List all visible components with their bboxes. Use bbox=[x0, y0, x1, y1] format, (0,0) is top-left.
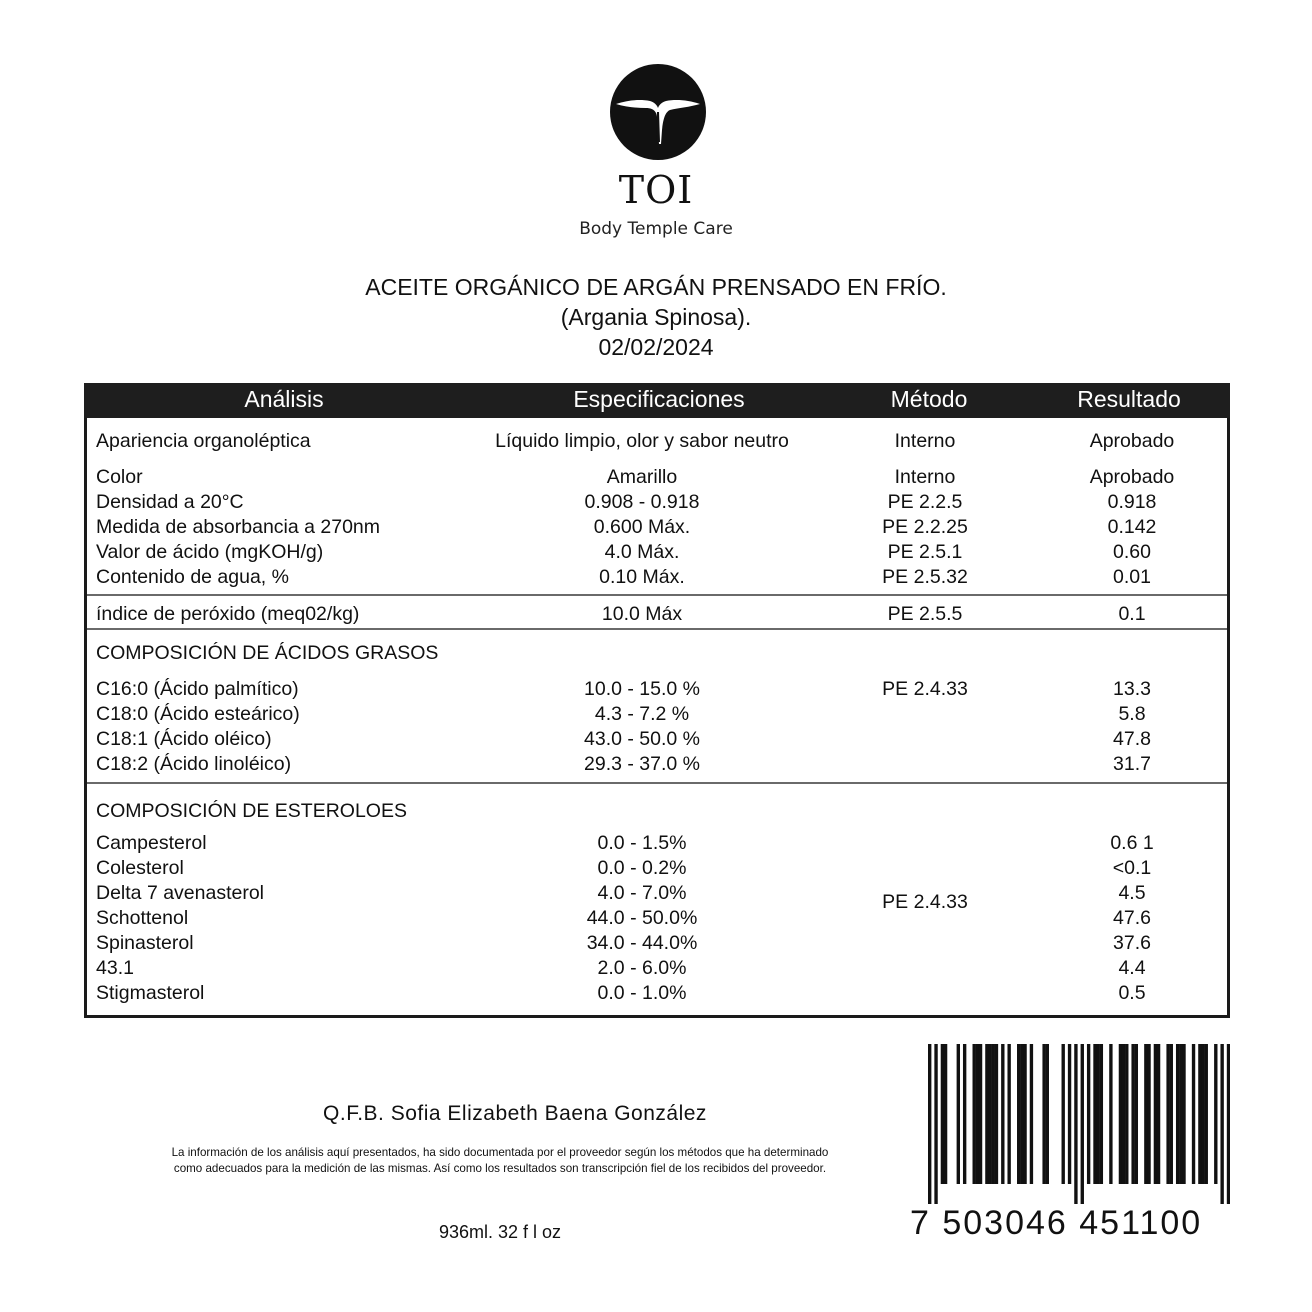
divider bbox=[87, 782, 1227, 784]
fatty-acid-analysis: C18:0 (Ácido esteárico) bbox=[96, 703, 300, 725]
sterol-spec: 34.0 - 44.0% bbox=[586, 932, 698, 954]
barcode-bar bbox=[1157, 1044, 1160, 1184]
fatty-acid-result: 31.7 bbox=[1113, 753, 1151, 775]
barcode-bar bbox=[1192, 1044, 1195, 1184]
barcode-bar bbox=[944, 1044, 947, 1184]
barcode-bar bbox=[1001, 1044, 1004, 1184]
barcode-bar bbox=[1042, 1044, 1045, 1184]
barcode-bar bbox=[963, 1044, 966, 1184]
barcode-bar bbox=[979, 1044, 982, 1184]
table-header bbox=[84, 383, 1230, 418]
header-metodo: Método bbox=[890, 386, 968, 412]
general-analysis: Contenido de agua, % bbox=[96, 566, 289, 588]
general-result: 0.142 bbox=[1107, 516, 1157, 538]
barcode-bar bbox=[1170, 1044, 1173, 1184]
general-analysis: Valor de ácido (mgKOH/g) bbox=[96, 541, 324, 563]
general-method: PE 2.2.25 bbox=[882, 516, 968, 538]
sterols-heading: COMPOSICIÓN DE ESTEROLOES bbox=[96, 800, 407, 822]
general-analysis: Color bbox=[96, 466, 143, 488]
fatty-acids-method: PE 2.4.33 bbox=[882, 678, 968, 700]
fatty-acid-spec: 43.0 - 50.0 % bbox=[584, 728, 700, 750]
header-especificaciones: Especificaciones bbox=[573, 386, 745, 412]
barcode-bar bbox=[1179, 1044, 1182, 1184]
barcode-bar bbox=[1198, 1044, 1201, 1184]
sterols-method: PE 2.4.33 bbox=[882, 891, 968, 913]
barcode-bar bbox=[1081, 1044, 1084, 1204]
sterol-analysis: Stigmasterol bbox=[96, 982, 205, 1004]
general-spec: 4.0 Máx. bbox=[604, 541, 680, 563]
barcode-bar bbox=[985, 1044, 988, 1184]
barcode-bar bbox=[1007, 1044, 1010, 1184]
general-spec: 0.908 - 0.918 bbox=[584, 491, 700, 513]
general-result: 0.01 bbox=[1113, 566, 1151, 588]
barcode-bar bbox=[1125, 1044, 1128, 1184]
header-resultado: Resultado bbox=[1077, 386, 1181, 412]
barcode-bar bbox=[934, 1044, 937, 1204]
sterol-analysis: Delta 7 avenasterol bbox=[96, 882, 265, 904]
barcode-bar bbox=[1154, 1044, 1157, 1184]
product-title: ACEITE ORGÁNICO DE ARGÁN PRENSADO EN FRÍO. bbox=[365, 274, 947, 300]
fatty-acid-spec: 10.0 - 15.0 % bbox=[584, 678, 700, 700]
peroxide-method: PE 2.5.5 bbox=[887, 603, 963, 625]
barcode-bar bbox=[1093, 1044, 1096, 1184]
barcode-bar bbox=[1074, 1044, 1077, 1204]
fatty-acid-result: 13.3 bbox=[1113, 678, 1151, 700]
document-title bbox=[0, 272, 1312, 362]
barcode-bar bbox=[1023, 1044, 1026, 1184]
sterol-result: 47.6 bbox=[1113, 907, 1151, 929]
sterol-result: <0.1 bbox=[1112, 857, 1152, 879]
peroxide-analysis: índice de peróxido (meq02/kg) bbox=[96, 603, 360, 625]
barcode-bar bbox=[1220, 1044, 1223, 1204]
volume-label: 936ml. 32 f l oz bbox=[438, 1222, 562, 1242]
barcode-bar bbox=[1096, 1044, 1099, 1184]
barcode-bar bbox=[1135, 1044, 1138, 1184]
barcode-bar bbox=[1030, 1044, 1033, 1184]
barcode-bar bbox=[1166, 1044, 1169, 1184]
general-spec: 0.600 Máx. bbox=[593, 516, 691, 538]
general-analysis: Medida de absorbancia a 270nm bbox=[96, 516, 381, 538]
barcode-bar bbox=[976, 1044, 979, 1184]
barcode-bar bbox=[1205, 1044, 1208, 1184]
barcode-bar bbox=[1131, 1044, 1134, 1184]
fatty-acid-result: 5.8 bbox=[1118, 703, 1146, 725]
fatty-acid-spec: 4.3 - 7.2 % bbox=[594, 703, 690, 725]
fatty-acid-analysis: C18:1 (Ácido oléico) bbox=[96, 728, 272, 750]
fatty-acid-spec: 29.3 - 37.0 % bbox=[584, 753, 700, 775]
barcode-bar bbox=[1201, 1044, 1204, 1184]
divider bbox=[87, 594, 1227, 596]
barcode-number: 7 503046 451100 bbox=[910, 1204, 1203, 1242]
general-method: PE 2.5.32 bbox=[882, 566, 968, 588]
sterol-spec: 2.0 - 6.0% bbox=[597, 957, 687, 979]
barcode-bar bbox=[1017, 1044, 1020, 1184]
barcode-bar bbox=[973, 1044, 976, 1184]
barcode-bar bbox=[1020, 1044, 1023, 1184]
sterol-result: 4.5 bbox=[1118, 882, 1146, 904]
general-method: Interno bbox=[894, 466, 956, 488]
product-species: (Argania Spinosa). bbox=[560, 304, 752, 330]
general-method: PE 2.5.1 bbox=[887, 541, 963, 563]
general-analysis: Densidad a 20°C bbox=[96, 491, 244, 513]
sterol-result: 37.6 bbox=[1113, 932, 1151, 954]
brand-name: TOI bbox=[618, 168, 694, 212]
sterol-analysis: Spinasterol bbox=[96, 932, 194, 954]
barcode-bar bbox=[1109, 1044, 1112, 1184]
general-result: 0.60 bbox=[1113, 541, 1151, 563]
general-spec: Líquido limpio, olor y sabor neutro bbox=[495, 430, 789, 452]
sterol-spec: 0.0 - 1.5% bbox=[597, 832, 687, 854]
disclaimer-line: como adecuados para la medición de las mismas. Así como los resultados son transcripción fiel de los recibidos del proveedor. bbox=[173, 1162, 827, 1175]
fatty-acid-analysis: C18:2 (Ácido linoléico) bbox=[96, 753, 292, 775]
barcode-bar bbox=[1214, 1044, 1217, 1184]
barcode-bar bbox=[1062, 1044, 1065, 1184]
analysis-table bbox=[84, 383, 1230, 1018]
sterol-analysis: Schottenol bbox=[96, 907, 189, 929]
general-spec: Amarillo bbox=[606, 466, 678, 488]
sterol-result: 0.6 1 bbox=[1110, 832, 1154, 854]
sterol-spec: 4.0 - 7.0% bbox=[597, 882, 687, 904]
general-result: Aprobado bbox=[1089, 430, 1175, 452]
sterol-analysis: 43.1 bbox=[96, 957, 134, 979]
sterol-spec: 44.0 - 50.0% bbox=[586, 907, 698, 929]
disclaimer-line: La información de los análisis aquí presentados, ha sido documentada por el proveedor según los métodos que ha determinado bbox=[171, 1146, 829, 1159]
barcode-bar bbox=[1147, 1044, 1150, 1184]
barcode-bar bbox=[1122, 1044, 1125, 1184]
sterol-result: 0.5 bbox=[1118, 982, 1146, 1004]
barcode-bar bbox=[1087, 1044, 1090, 1184]
barcode-bar bbox=[995, 1044, 998, 1184]
general-result: Aprobado bbox=[1089, 466, 1175, 488]
barcode-bar bbox=[1119, 1044, 1122, 1184]
barcode-icon bbox=[928, 1044, 1230, 1204]
divider bbox=[87, 628, 1227, 630]
sterol-result: 4.4 bbox=[1118, 957, 1146, 979]
barcode-bar bbox=[941, 1044, 944, 1184]
barcode-bar bbox=[1100, 1044, 1103, 1184]
general-analysis: Apariencia organoléptica bbox=[96, 430, 311, 452]
whale-tail-icon bbox=[610, 64, 706, 160]
sterol-analysis: Colesterol bbox=[96, 857, 184, 879]
signer-name: Q.F.B. Sofia Elizabeth Baena González bbox=[323, 1102, 707, 1125]
general-result: 0.918 bbox=[1107, 491, 1157, 513]
barcode-bar bbox=[1227, 1044, 1230, 1204]
fatty-acids-heading: COMPOSICIÓN DE ÁCIDOS GRASOS bbox=[96, 642, 439, 664]
fatty-acid-result: 47.8 bbox=[1113, 728, 1151, 750]
barcode-bar bbox=[992, 1044, 995, 1184]
sterol-analysis: Campesterol bbox=[96, 832, 207, 854]
brand-tagline: Body Temple Care bbox=[579, 219, 733, 239]
barcode-bar bbox=[1046, 1044, 1049, 1184]
general-method: Interno bbox=[894, 430, 956, 452]
peroxide-result: 0.1 bbox=[1118, 603, 1146, 625]
sterol-spec: 0.0 - 0.2% bbox=[597, 857, 687, 879]
barcode-bar bbox=[1068, 1044, 1071, 1184]
barcode-bar bbox=[1182, 1044, 1185, 1184]
barcode-bar bbox=[1144, 1044, 1147, 1184]
disclaimer bbox=[84, 1145, 916, 1177]
general-method: PE 2.2.5 bbox=[887, 491, 963, 513]
fatty-acid-analysis: C16:0 (Ácido palmítico) bbox=[96, 678, 299, 700]
sterol-spec: 0.0 - 1.0% bbox=[597, 982, 687, 1004]
document-date: 02/02/2024 bbox=[598, 334, 714, 360]
barcode-bar bbox=[1176, 1044, 1179, 1184]
header-analisis: Análisis bbox=[244, 386, 324, 412]
barcode-bar bbox=[957, 1044, 960, 1184]
peroxide-spec: 10.0 Máx bbox=[601, 603, 683, 625]
general-spec: 0.10 Máx. bbox=[599, 566, 685, 588]
barcode-bar bbox=[988, 1044, 991, 1184]
barcode-bar bbox=[928, 1044, 931, 1204]
